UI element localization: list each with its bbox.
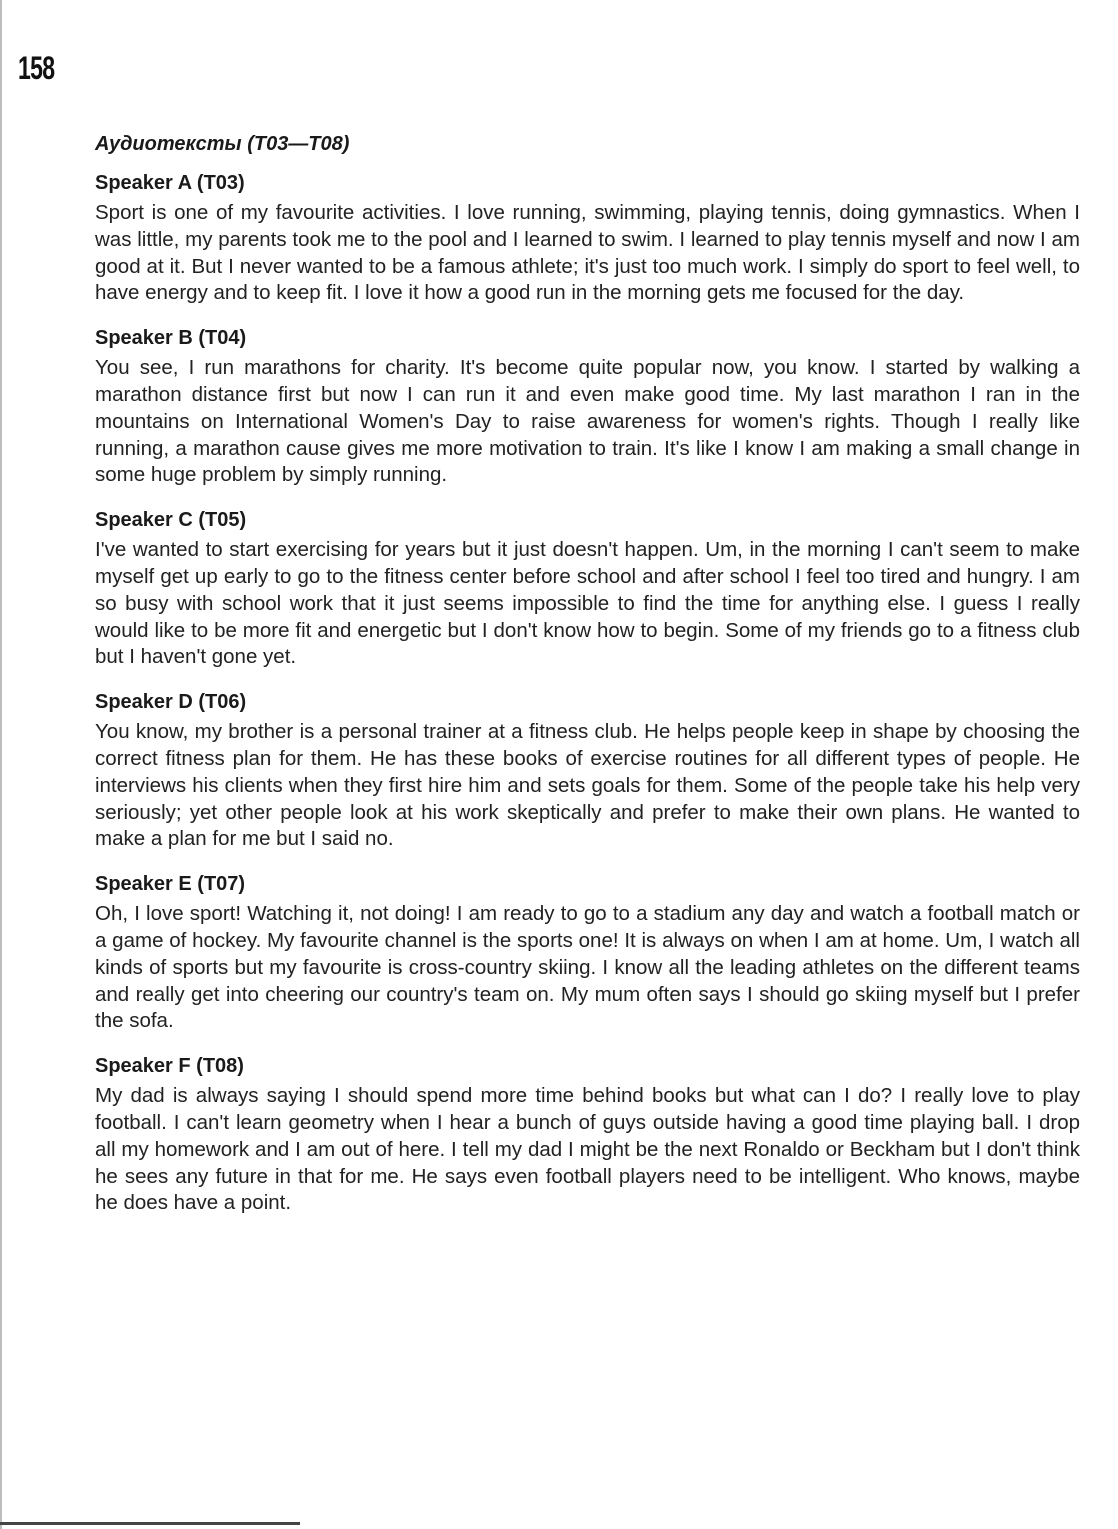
speaker-f-text: My dad is always saying I should spend more time behind books but what can I do? I really love to play football. I can't learn geometry when I hear a bunch of guys outside having a good time playing ball. I drop all my homework and I am out of here. I tell my dad I might be the next Ronaldo or Beckham but I don't think he sees any future in that for me. He says even football players need to be intelligent. Who knows, maybe he does have a point. (95, 1084, 1080, 1215)
speaker-b-heading: Speaker B (T04) (95, 327, 247, 350)
speaker-b-block (95, 327, 1080, 489)
speaker-a-text: Sport is one of my favourite activities. I love running, swimming, playing tennis, doing gymnastics. When I was little, my parents took me to the pool and I learned to swim. I learned to play tennis myself and now I am good at it. But I never wanted to be a famous athlete; it's just too much work. I simply do sport to feel well, to have energy and to keep fit. I love it how a good run in the morning gets me focused for the day. (95, 201, 1080, 305)
page-left-edge (0, 0, 2, 1529)
speaker-d-block (95, 691, 1080, 853)
speaker-c-text: I've wanted to start exercising for years but it just doesn't happen. Um, in the morning I can't seem to make myself get up early to go to the fitness center before school and after school I feel too tired and hungry. I am so busy with school work that it just seems impossible to find the time for anything else. I guess I really would like to be more fit and energetic but I don't know how to begin. Some of my friends go to a fitness club but I haven't gone yet. (95, 538, 1080, 669)
speaker-a-heading: Speaker A (T03) (95, 172, 245, 194)
speaker-e-text: Oh, I love sport! Watching it, not doing! I am ready to go to a stadium any day and watch a football match or a game of hockey. My favourite channel is the sports one! It is always on when I am at home. Um, I watch all kinds of sports but my favourite is cross-country skiing. I know all the leading athletes on the different teams and really get into cheering our country's team on. My mum often says I should go skiing myself but I prefer the sofa. (95, 902, 1080, 1033)
section-title: Аудиотексты (T03—T08) (95, 133, 350, 155)
speaker-f-block (95, 1055, 1080, 1217)
page-number: 158 (18, 50, 55, 86)
page-bottom-edge (0, 1522, 300, 1525)
speaker-e-heading: Speaker E (T07) (95, 873, 246, 896)
speaker-f-heading: Speaker F (T08) (95, 1055, 244, 1078)
speaker-b-text: You see, I run marathons for charity. It's become quite popular now, you know. I started by walking a marathon distance first but now I can run it and even make good time. My last marathon I ran in the mountains on International Women's Day to raise awareness for women's rights. Though I really like running, a marathon cause gives me more motivation to train. It's like I know I am making a small change in some huge problem by simply running. (95, 356, 1080, 487)
speaker-c-block (95, 509, 1080, 671)
speaker-a-block (95, 172, 1080, 307)
audio-scripts-content (95, 133, 1080, 1237)
speaker-e-block (95, 873, 1080, 1035)
speaker-d-heading: Speaker D (T06) (95, 691, 247, 714)
speaker-c-heading: Speaker C (T05) (95, 509, 247, 532)
speaker-d-text: You know, my brother is a personal trainer at a fitness club. He helps people keep in shape by choosing the correct fitness plan for them. He has these books of exercise routines for all different types of people. He interviews his clients when they first hire him and sets goals for them. Some of the people take his help very seriously; yet other people look at his work skeptically and prefer to make their own plans. He wanted to make a plan for me but I said no. (95, 720, 1080, 851)
